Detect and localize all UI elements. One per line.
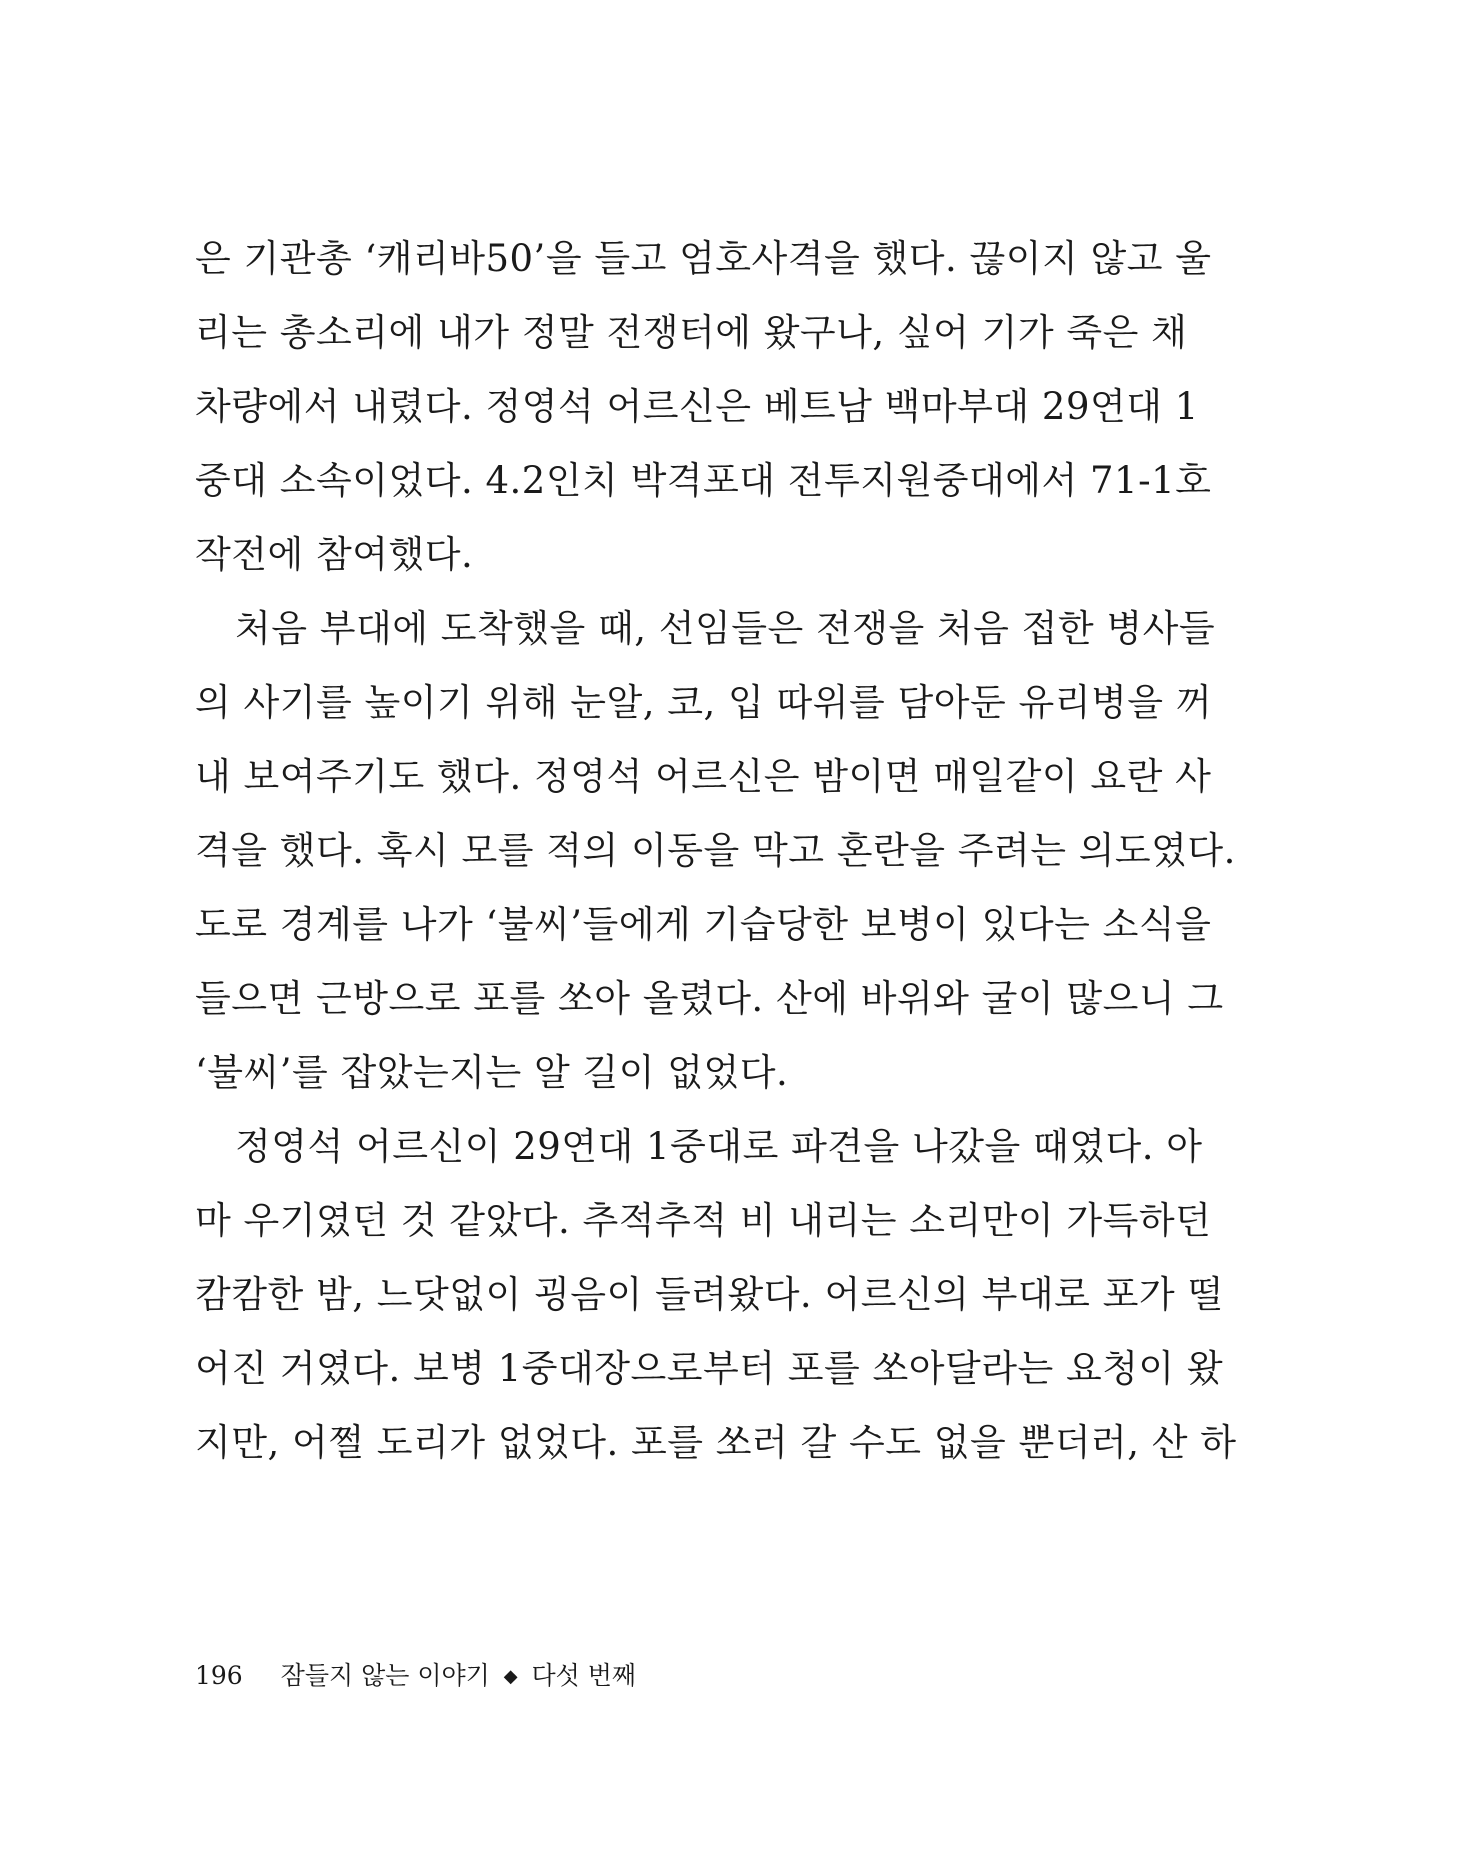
text-line: 리는 총소리에 내가 정말 전쟁터에 왔구나, 싶어 기가 죽은 채 bbox=[195, 311, 1188, 354]
text-line: 도로 경계를 나가 ‘불씨’들에게 기습당한 보병이 있다는 소식을 bbox=[195, 903, 1212, 946]
paragraph-1 bbox=[195, 222, 1212, 592]
text-line: ‘불씨’를 잡았는지는 알 길이 없었다. bbox=[195, 1051, 789, 1094]
book-title: 잠들지 않는 이야기 bbox=[280, 1661, 490, 1690]
text-line: 중대 소속이었다. 4.2인치 박격포대 전투지원중대에서 71-1호 bbox=[195, 459, 1212, 502]
volume-label: 다섯 번째 bbox=[531, 1661, 637, 1690]
paragraph-2 bbox=[195, 592, 1236, 1110]
text-line: 격을 했다. 혹시 모를 적의 이동을 막고 혼란을 주려는 의도였다. bbox=[195, 829, 1236, 872]
text-line: 캄캄한 밤, 느닷없이 굉음이 들려왔다. 어르신의 부대로 포가 떨 bbox=[195, 1273, 1224, 1316]
text-line: 들으면 근방으로 포를 쏘아 올렸다. 산에 바위와 굴이 많으니 그 bbox=[195, 977, 1224, 1020]
text-line: 내 보여주기도 했다. 정영석 어르신은 밤이면 매일같이 요란 사 bbox=[195, 755, 1212, 798]
text-line: 처음 부대에 도착했을 때, 선임들은 전쟁을 처음 접한 병사들 bbox=[235, 607, 1216, 650]
text-line: 차량에서 내렸다. 정영석 어르신은 베트남 백마부대 29연대 1 bbox=[195, 385, 1199, 428]
text-line: 지만, 어쩔 도리가 없었다. 포를 쏘러 갈 수도 없을 뿐더러, 산 하 bbox=[195, 1421, 1237, 1464]
page-footer bbox=[195, 1658, 636, 1695]
text-line: 의 사기를 높이기 위해 눈알, 코, 입 따위를 담아둔 유리병을 꺼 bbox=[195, 681, 1212, 724]
body-text bbox=[195, 222, 1237, 1480]
paragraph-3 bbox=[195, 1110, 1237, 1480]
page-number: 196 bbox=[195, 1661, 243, 1690]
text-line: 어진 거였다. 보병 1중대장으로부터 포를 쏘아달라는 요청이 왔 bbox=[195, 1347, 1224, 1390]
text-line: 작전에 참여했다. bbox=[195, 533, 474, 576]
text-line: 정영석 어르신이 29연대 1중대로 파견을 나갔을 때였다. 아 bbox=[235, 1125, 1203, 1168]
diamond-separator-icon: ◆ bbox=[503, 1666, 518, 1687]
text-line: 마 우기였던 것 같았다. 추적추적 비 내리는 소리만이 가득하던 bbox=[195, 1199, 1212, 1242]
text-line: 은 기관총 ‘캐리바50’을 들고 엄호사격을 했다. 끊이지 않고 울 bbox=[195, 237, 1212, 280]
